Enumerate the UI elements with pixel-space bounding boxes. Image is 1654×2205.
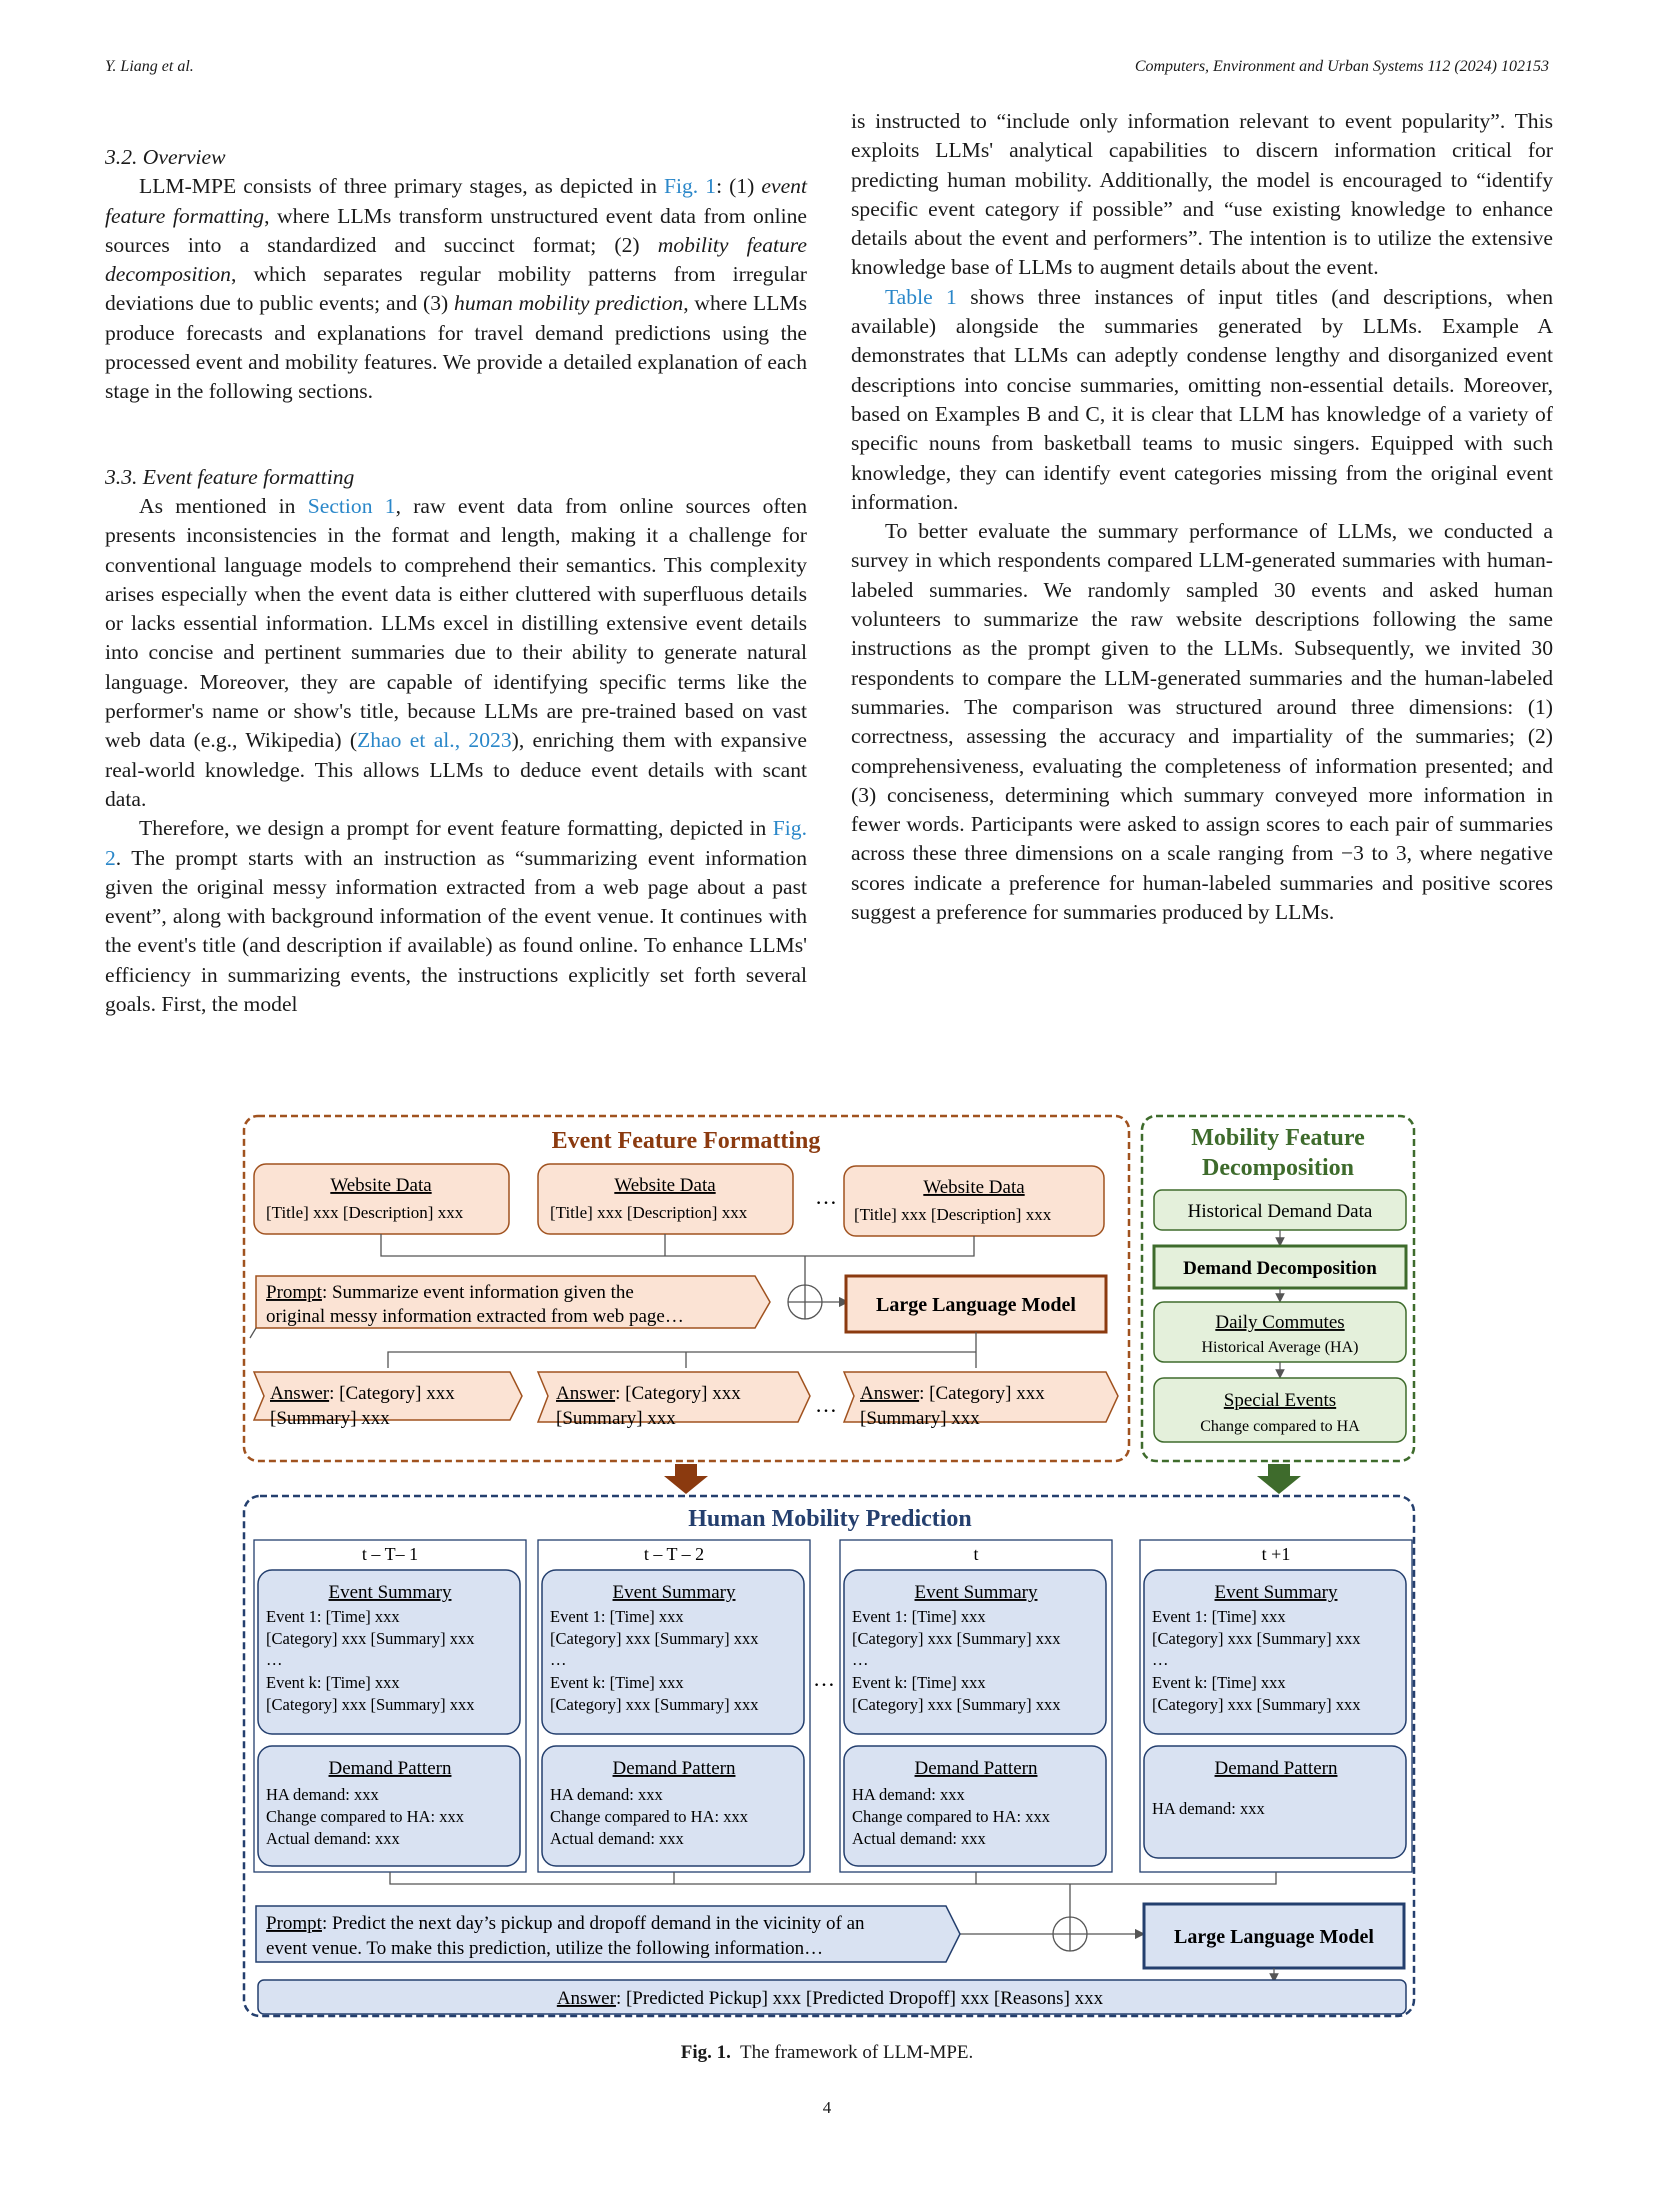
section1-link[interactable]: Section 1: [307, 493, 396, 518]
svg-text:Event k: [Time] xxx: Event k: [Time] xxx: [1152, 1673, 1286, 1692]
svg-text:Event k: [Time] xxx: Event k: [Time] xxx: [266, 1673, 400, 1692]
svg-text:[Summary] xxx: [Summary] xxx: [860, 1408, 980, 1429]
svg-text:…: …: [852, 1650, 869, 1669]
time-column-2: [538, 1540, 810, 1872]
ellipsis-website: …: [815, 1184, 837, 1209]
framework-figure: [240, 1112, 1420, 2022]
svg-text:[Category] xxx [Summary] xxx: [Category] xxx [Summary] xxx: [266, 1695, 475, 1714]
paragraph-raw-event-data: As mentioned in Section 1, raw event data from online sources often presents inconsistencies in the format and length, making it a challenge for conventional language models to comprehend their semantics. This complexity arises especially when the event data is either cluttered with superfluous details or lacks essential information. LLMs excel in distilling extensive event details into concise and pertinent summaries due to their ability to generate natural language. Moreover, they are capable of identifying specific terms like the performer's name or show's title, because LLMs are pre-trained based on vast web data (e.g., Wikipedia) (Zhao et al., 2023), enriching them with expansive real-world knowledge. This allows LLMs to deduce event details with scant data.: [105, 493, 807, 811]
running-header-authors: Y. Liang et al.: [105, 58, 194, 75]
svg-text:Event 1: [Time] xxx: Event 1: [Time] xxx: [852, 1607, 986, 1626]
svg-text:[Category] xxx [Summary] xxx: [Category] xxx [Summary] xxx: [852, 1629, 1061, 1648]
svg-text:[Title] xxx [Description] xxx: [Title] xxx [Description] xxx: [854, 1205, 1052, 1224]
svg-text:[Title] xxx [Description] xxx: [Title] xxx [Description] xxx: [550, 1203, 748, 1222]
flow-arrow-orange: [664, 1464, 708, 1494]
svg-text:[Summary] xxx: [Summary] xxx: [556, 1408, 676, 1429]
answer-box-2: [538, 1372, 810, 1429]
svg-text:Demand Decomposition: Demand Decomposition: [1183, 1258, 1377, 1279]
demand-decomposition-box: [1154, 1246, 1406, 1288]
svg-text:Event Summary: Event Summary: [328, 1582, 452, 1603]
svg-text:Event 1: [Time] xxx: Event 1: [Time] xxx: [266, 1607, 400, 1626]
svg-text:original messy information ext: original messy information extracted from web page…: [266, 1306, 684, 1327]
page-number: 4: [822, 2098, 832, 2117]
hmp-title: Human Mobility Prediction: [688, 1506, 972, 1532]
historical-demand-box: [1154, 1190, 1406, 1230]
svg-text:[Category] xxx [Summary] xxx: [Category] xxx [Summary] xxx: [266, 1629, 475, 1648]
svg-text:Change compared to HA: xxx: Change compared to HA: xxx: [266, 1807, 464, 1826]
svg-text:Actual demand: xxx: Actual demand: xxx: [852, 1829, 986, 1848]
svg-text:[Category] xxx [Summary] xxx: [Category] xxx [Summary] xxx: [1152, 1629, 1361, 1648]
paragraph-table1: Table 1 shows three instances of input titles (and descriptions, when available) alongside the summaries generated by LLMs. Example A demonstrates that LLMs can adeptly condense lengthy and disorganized event descriptions into concise summaries, omitting non-essential details. Moreover, based on Examples B and C, it is clear that LLM has knowledge of a variety of specific nouns from basketball teams to music singers. Equipped with such knowledge, they can identify event categories missing from the original event information.: [851, 284, 1553, 514]
svg-text:[Category] xxx [Summary] xxx: [Category] xxx [Summary] xxx: [550, 1695, 759, 1714]
svg-text:[Category] xxx [Summary] xxx: [Category] xxx [Summary] xxx: [1152, 1695, 1361, 1714]
svg-text:Large Language Model: Large Language Model: [876, 1294, 1076, 1316]
svg-text:t – T– 1: t – T– 1: [361, 1544, 419, 1564]
svg-text:Demand Pattern: Demand Pattern: [914, 1758, 1038, 1779]
mobility-feature-decomposition-panel: [1142, 1116, 1414, 1461]
ellipsis-time: …: [813, 1666, 835, 1691]
svg-text:Event 1: [Time] xxx: Event 1: [Time] xxx: [1152, 1607, 1286, 1626]
svg-text:Answer: [Category] xxx: Answer: [Category] xxx: [860, 1383, 1045, 1404]
svg-text:…: …: [266, 1650, 283, 1669]
svg-text:[Category] xxx [Summary] xxx: [Category] xxx [Summary] xxx: [852, 1695, 1061, 1714]
table1-link[interactable]: Table 1: [885, 284, 957, 309]
svg-text:Prompt: Summarize event info: Prompt: Summarize event information given the: [266, 1282, 634, 1303]
left-column: [105, 143, 807, 1019]
svg-text:…: …: [550, 1650, 567, 1669]
prompt-box-1: [256, 1276, 770, 1328]
time-column-3: [840, 1540, 1112, 1872]
svg-text:Demand Pattern: Demand Pattern: [612, 1758, 736, 1779]
right-column: [851, 107, 1553, 927]
figure-caption: [0, 2042, 1654, 2064]
answer-box-3: [844, 1372, 1118, 1429]
flow-arrow-green: [1257, 1464, 1301, 1494]
svg-text:…: …: [1152, 1650, 1169, 1669]
svg-text:Historical Demand Data: Historical Demand Data: [1187, 1201, 1373, 1222]
svg-text:t – T – 2: t – T – 2: [643, 1544, 705, 1564]
svg-text:Event Summary: Event Summary: [612, 1582, 736, 1603]
svg-text:Actual demand: xxx: Actual demand: xxx: [550, 1829, 684, 1848]
time-column-1: [254, 1540, 526, 1872]
svg-text:[Title] xxx [Description] xxx: [Title] xxx [Description] xxx: [266, 1203, 464, 1222]
svg-text:Website Data: Website Data: [923, 1177, 1025, 1198]
mfd-title-line1: Mobility Feature: [1191, 1125, 1365, 1151]
paragraph-survey: To better evaluate the summary performance of LLMs, we conducted a survey in which respondents compared LLM-generated summaries with human-labeled summaries. We randomly sampled 30 events and asked human volunteers to summarize the raw website descriptions following the same instructions as the prompt given to the LLMs. Subsequently, we invited 30 respondents to compare the LLM-generated summaries and the human-labeled summaries. The comparison was structured around three dimensions: (1) correctness, assessing the accuracy and impartiality of the summaries; (2) comprehensiveness, evaluating the completeness of information presented; and (3) conciseness, determining which summary conveyed more information in fewer words. Participants were asked to assign scores to each pair of summaries across these three dimensions on a scale ranging from −3 to 3, where negative scores indicate a preference for human-labeled summaries and positive scores suggest a preference for summaries produced by LLMs.: [851, 519, 1553, 925]
paragraph-prompt-design: Therefore, we design a prompt for event feature formatting, depicted in Fig. 2. The prompt starts with an instruction as “summarizing event information given the original messy information extracted from a web page about a past event”, along with background information of the event venue. It continues with the event's title (and description if available) as found online. To enhance LLMs' efficiency in summarizing events, the instructions explicitly set forth several goals. First, the model: [105, 816, 807, 1017]
event-feature-formatting-panel: [244, 1116, 1129, 1461]
svg-text:Change compared to HA: Change compared to HA: [1200, 1418, 1360, 1435]
svg-text:HA demand: xxx: HA demand: xxx: [266, 1785, 379, 1804]
ellipsis-answer: …: [815, 1392, 837, 1417]
svg-text:Event Summary: Event Summary: [1214, 1582, 1338, 1603]
svg-text:Answer: [Predicted Pickup] xx: Answer: [Predicted Pickup] xxx [Predicted Dropoff] xxx [Reasons] xxx: [556, 1988, 1104, 2009]
mfd-title-line2: Decomposition: [1202, 1155, 1354, 1181]
paragraph-overview: LLM-MPE consists of three primary stages, as depicted in Fig. 1: (1) event feature formatting, where LLMs transform unstructured event data from online sources into a standardized and succinct format; (2) mobility feature decomposition, which separates regular mobility patterns from irregular deviations due to public events; and (3) human mobility prediction, where LLMs produce forecasts and explanations for travel demand predictions using the processed event and mobility features. We provide a detailed explanation of each stage in the following sections.: [105, 174, 807, 404]
svg-text:Event k: [Time] xxx: Event k: [Time] xxx: [550, 1673, 684, 1692]
svg-text:Answer: [Category] xxx: Answer: [Category] xxx: [556, 1383, 741, 1404]
svg-text:Large Language Model: Large Language Model: [1174, 1926, 1374, 1948]
time-column-4: [1140, 1540, 1412, 1872]
svg-text:event venue. To make this pred: event venue. To make this prediction, utilize the following information…: [266, 1938, 824, 1959]
website-data-box-3: [844, 1166, 1104, 1236]
svg-text:Demand Pattern: Demand Pattern: [1214, 1758, 1338, 1779]
fig2-link[interactable]: Fig. 2: [105, 816, 807, 870]
svg-text:Change compared to HA: xxx: Change compared to HA: xxx: [852, 1807, 1050, 1826]
svg-text:[Summary] xxx: [Summary] xxx: [270, 1408, 390, 1429]
website-data-box-2: [538, 1164, 793, 1234]
website-data-box-1: [254, 1164, 509, 1234]
svg-text:HA demand: xxx: HA demand: xxx: [1152, 1799, 1265, 1818]
svg-text:Event k: [Time] xxx: Event k: [Time] xxx: [852, 1673, 986, 1692]
svg-text:Daily Commutes: Daily Commutes: [1215, 1312, 1345, 1333]
human-mobility-prediction-panel: [244, 1496, 1414, 2016]
zhao-citation-link[interactable]: Zhao et al., 2023: [357, 728, 512, 753]
svg-text:[Category] xxx [Summary] xxx: [Category] xxx [Summary] xxx: [550, 1629, 759, 1648]
svg-text:Change compared to HA: xxx: Change compared to HA: xxx: [550, 1807, 748, 1826]
final-answer-box: [258, 1980, 1406, 2014]
caption-label: Fig. 1.: [680, 2042, 731, 2063]
caption-text: The framework of LLM-MPE.: [740, 2042, 974, 2063]
svg-text:HA demand: xxx: HA demand: xxx: [550, 1785, 663, 1804]
fig1-link[interactable]: Fig. 1: [663, 174, 717, 199]
svg-text:Actual demand: xxx: Actual demand: xxx: [266, 1829, 400, 1848]
daily-commutes-box: [1154, 1302, 1406, 1362]
special-events-box: [1154, 1378, 1406, 1442]
answer-box-1: [254, 1372, 524, 1432]
llm-box-2: [1144, 1904, 1404, 1968]
llm-box-1: [846, 1276, 1106, 1332]
eff-title: Event Feature Formatting: [551, 1128, 821, 1154]
svg-text:Special Events: Special Events: [1223, 1390, 1337, 1411]
svg-text:t +1: t +1: [1261, 1544, 1291, 1564]
svg-text:Historical Average (HA): Historical Average (HA): [1201, 1339, 1359, 1356]
svg-text:t: t: [973, 1544, 979, 1564]
svg-text:Website Data: Website Data: [614, 1175, 716, 1196]
svg-text:Event Summary: Event Summary: [914, 1582, 1038, 1603]
running-header-journal: Computers, Environment and Urban Systems 112 (2024) 102153: [1134, 58, 1549, 75]
svg-text:Website Data: Website Data: [330, 1175, 432, 1196]
svg-text:Answer: [Category] xxx: Answer: [Category] xxx: [270, 1383, 455, 1404]
svg-text:HA demand: xxx: HA demand: xxx: [852, 1785, 965, 1804]
section-3-2-title: 3.2. Overview: [105, 145, 226, 169]
section-3-3-title: 3.3. Event feature formatting: [105, 464, 355, 489]
paragraph-continued: is instructed to “include only information relevant to event popularity”. This exploits LLMs' analytical capabilities to discern information critical for predicting human mobility. Additionally, the model is encouraged to “identify specific event category if possible” and “use existing knowledge to enhance details about the event and performers”. The intention is to utilize the extensive knowledge base of LLMs to augment details about the event.: [851, 109, 1553, 280]
svg-text:Demand Pattern: Demand Pattern: [328, 1758, 452, 1779]
prompt-box-2: [256, 1906, 960, 1962]
svg-text:Event 1: [Time] xxx: Event 1: [Time] xxx: [550, 1607, 684, 1626]
svg-text:Prompt: Predict the next day’s: Prompt: Predict the next day’s pickup and dropoff demand in the vicinity of an: [266, 1913, 865, 1934]
